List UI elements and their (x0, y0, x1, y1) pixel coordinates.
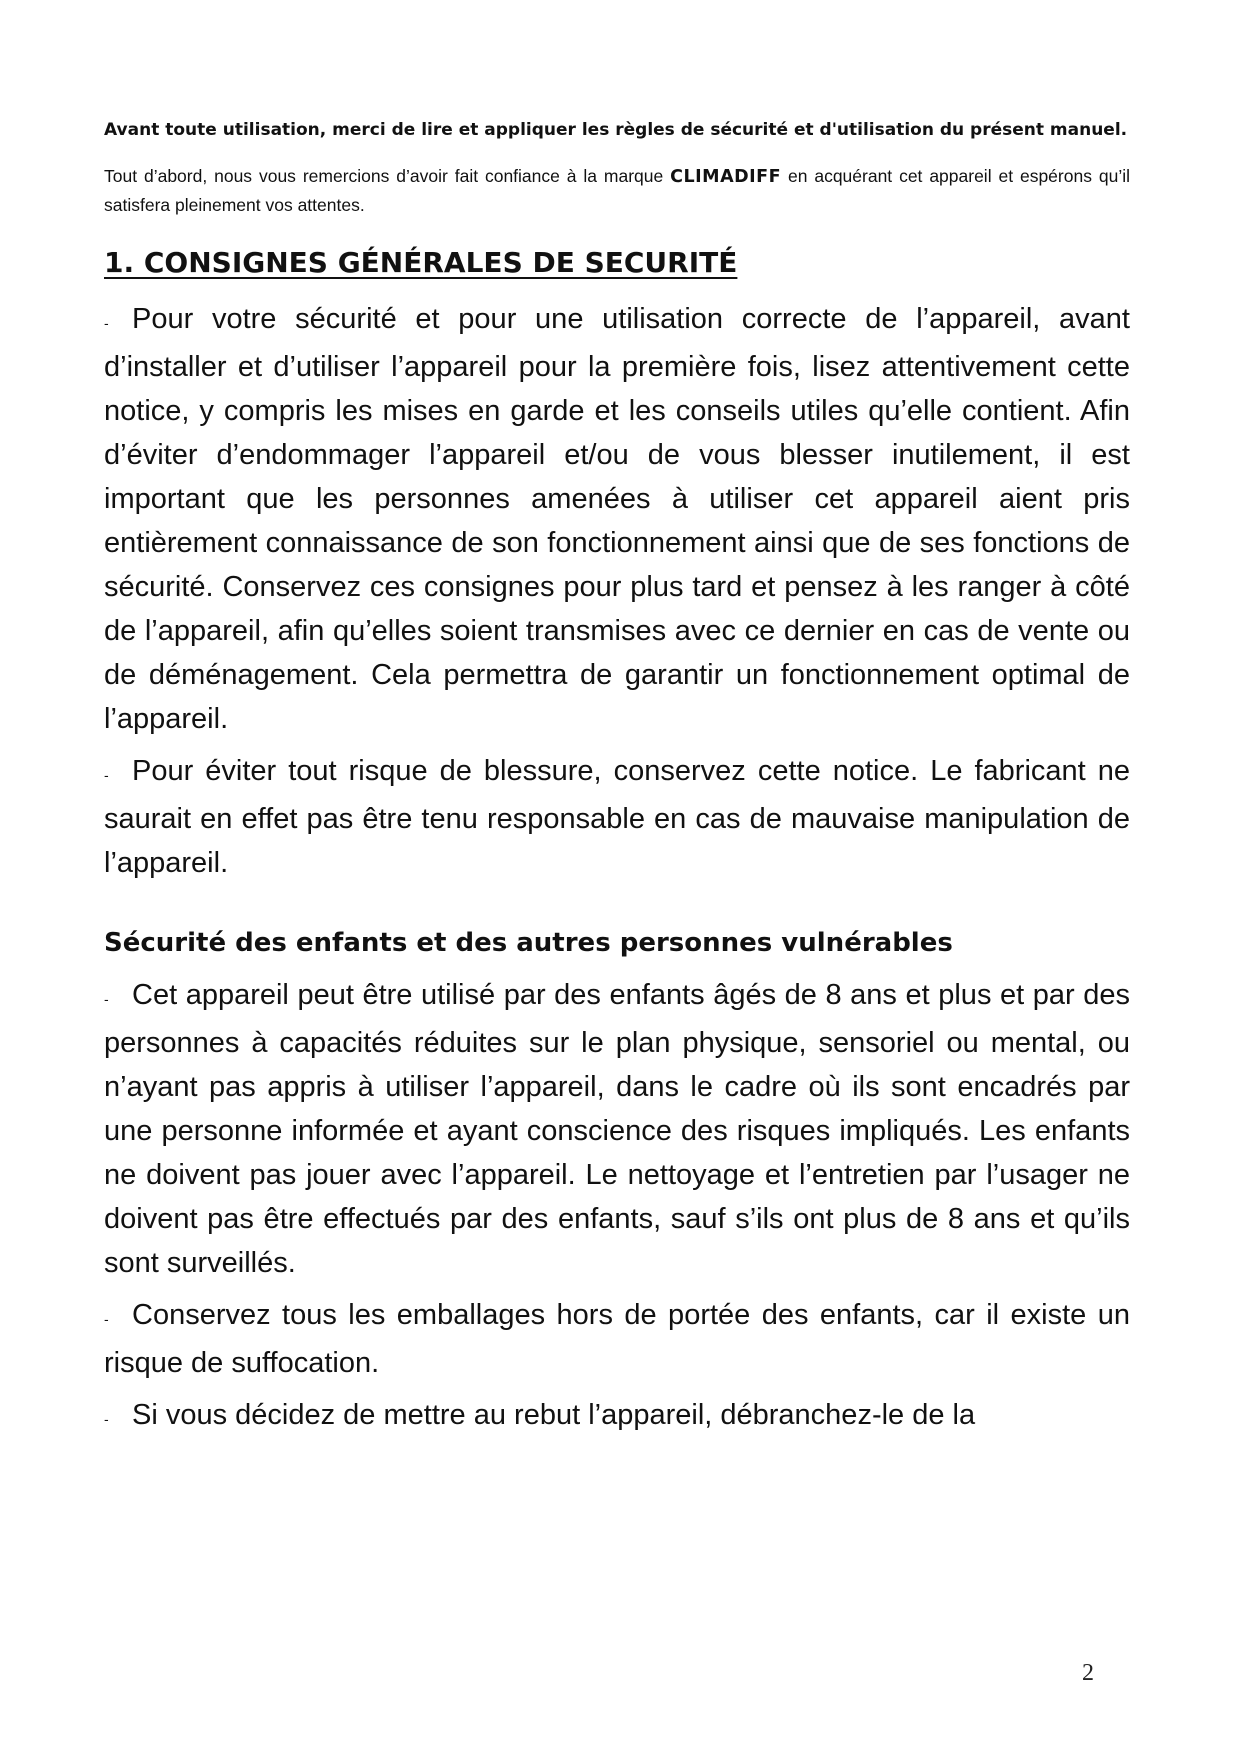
section-title-general-safety (104, 245, 1130, 281)
paragraph-children-usage (104, 973, 1130, 1285)
paragraph-text: Pour éviter tout risque de blessure, conservez cette notice. Le fabricant ne saurait en effet pas être tenu responsable en cas de mauvaise manipulation de l’appareil. (104, 755, 1130, 879)
bullet-dash: - (104, 991, 109, 1007)
brand-name: CLIMADIFF (670, 167, 782, 187)
bullet-dash: - (104, 1411, 109, 1427)
thanks-text-end: en acquérant cet appareil et espérons qu’il satisfera pleinement vos attentes. (104, 166, 1130, 215)
thanks-paragraph (104, 162, 1130, 219)
paragraph-text: Pour votre sécurité et pour une utilisation correcte de l’appareil, avant d’installer et d’utiliser l’appareil pour la première fois, lisez attentivement cette notice, y compris les mises en garde et les conseils utiles qu’elle contient. Afin d’éviter d’endommager l’appareil et/ou de vous blesser inutilement, il est important que les personnes amenées à utiliser cet appareil aient pris entièrement connaissance de son fonctionnement ainsi que de ses fonctions de sécurité. Conservez ces consignes pour plus tard et pensez à les ranger à côté de l’appareil, afin qu’elles soient transmises avec ce dernier en cas de vente ou de déménagement. Cela permettra de garantir un fonctionnement optimal de l’appareil. (104, 303, 1130, 735)
paragraph-read-manual (104, 297, 1130, 741)
paragraph-disposal (104, 1393, 1130, 1441)
paragraph-keep-manual (104, 749, 1130, 885)
page-number: 2 (1082, 1660, 1094, 1686)
bullet-dash: - (104, 767, 109, 783)
bullet-dash: - (104, 1311, 109, 1327)
paragraph-text: Cet appareil peut être utilisé par des enfants âgés de 8 ans et plus et par des personnes à capacités réduites sur le plan physique, sensoriel ou mental, ou n’ayant pas appris à utiliser l’appareil, dans le cadre où ils sont encadrés par une personne informée et ayant conscience des risques impliqués. Les enfants ne doivent pas jouer avec l’appareil. Le nettoyage et l’entretien par l’usager ne doivent pas être effectués par des enfants, sauf s’ils ont plus de 8 ans et qu’ils sont surveillés. (104, 979, 1130, 1279)
section-title-text: 1. CONSIGNES GÉNÉRALES DE SECURITÉ (104, 246, 738, 279)
safety-warning: Avant toute utilisation, merci de lire et appliquer les règles de sécurité et d'utilisation du présent manuel. (104, 120, 1128, 140)
document-page (104, 116, 1130, 1449)
bullet-dash: - (104, 315, 109, 331)
paragraph-text: Conservez tous les emballages hors de portée des enfants, car il existe un risque de suffocation. (104, 1299, 1130, 1379)
paragraph-text: Si vous décidez de mettre au rebut l’appareil, débranchez-le de la (132, 1399, 976, 1431)
thanks-text-start: Tout d’abord, nous vous remercions d’avoir fait confiance à la marque (104, 166, 671, 186)
paragraph-packaging (104, 1293, 1130, 1385)
subheading-child-safety: Sécurité des enfants et des autres personnes vulnérables (104, 928, 953, 958)
